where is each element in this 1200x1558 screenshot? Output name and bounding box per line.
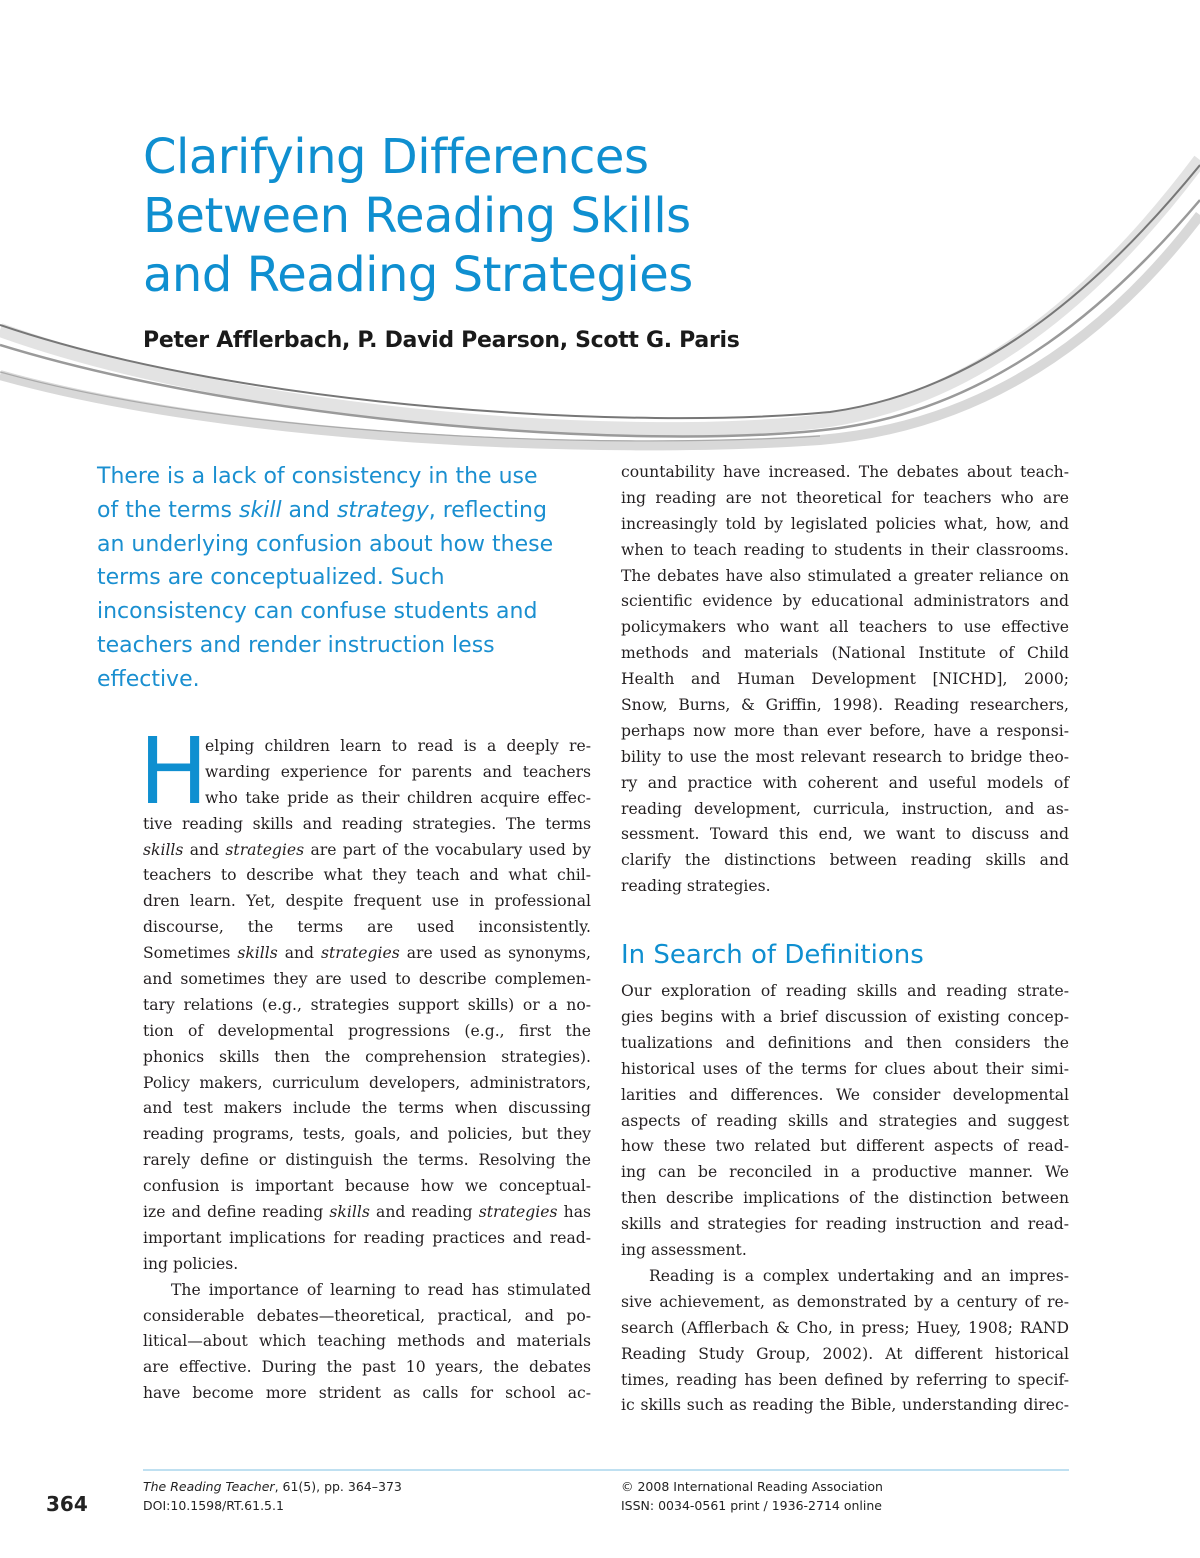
text-line: tive reading skills and reading strategies. The terms xyxy=(143,814,591,833)
text-line: The debates have also stimulated a greater reliance on xyxy=(621,566,1069,585)
text-line: are effective. During the past 10 years, the debates xyxy=(143,1358,591,1377)
paragraph xyxy=(621,979,1069,1264)
text-line: search (Afflerbach & Cho, in press; Huey, 1908; RAND xyxy=(621,1318,1069,1337)
text-line: who take pride as their children acquire effec- xyxy=(205,788,591,807)
text-line: Snow, Burns, & Griffin, 1998). Reading researchers, xyxy=(621,696,1069,715)
text-line: ing assessment. xyxy=(621,1241,747,1260)
article-title xyxy=(143,128,693,305)
italic-term: skills xyxy=(143,840,184,859)
text-line: gies begins with a brief discussion of existing concep- xyxy=(621,1008,1069,1027)
text-line: dren learn. Yet, despite frequent use in professional xyxy=(143,892,591,911)
text-line: and sometimes they are used to describe complemen- xyxy=(143,970,591,989)
text-line: countability have increased. The debates about teach- xyxy=(621,463,1069,481)
text-line: then describe implications of the distinction between xyxy=(621,1189,1069,1208)
italic-term: strategies xyxy=(478,1203,558,1222)
text-line: how these two related but different aspects of read- xyxy=(621,1137,1069,1156)
text-line: aspects of reading skills and strategies and suggest xyxy=(621,1111,1069,1130)
text-line: rarely define or distinguish the terms. Resolving the xyxy=(143,1151,591,1170)
text-line: ing can be reconciled in a productive manner. We xyxy=(621,1163,1069,1182)
text-line: scientific evidence by educational administrators and xyxy=(621,592,1069,611)
text-line: ing policies. xyxy=(143,1254,239,1273)
text-line: historical uses of the terms for clues about their simi- xyxy=(621,1059,1069,1078)
text-line: Reading Study Group, 2002). At different historical xyxy=(621,1344,1069,1363)
text-line: ry and practice with coherent and useful models of xyxy=(621,773,1069,792)
text-line: reading development, curricula, instruction, and as- xyxy=(621,799,1069,818)
text-line: Health and Human Development [NICHD], 2000; xyxy=(621,670,1069,689)
footer-citation xyxy=(143,1477,402,1515)
pull-quote-line: effective. xyxy=(97,666,200,692)
pull-quote xyxy=(97,460,577,697)
text-line: skills and strategies for reading instruction and read- xyxy=(621,1215,1069,1234)
text-line: confusion is important because how we conceptual- xyxy=(143,1177,591,1196)
pull-quote-line: an underlying confusion about how these xyxy=(97,531,554,557)
footer-publisher xyxy=(621,1477,883,1515)
italic-term: skills xyxy=(329,1203,370,1222)
text-line: tary relations (e.g., strategies support skills) or a no- xyxy=(143,995,591,1014)
text-line: when to teach reading to students in their classrooms. xyxy=(621,540,1069,559)
text-line: policymakers who want all teachers to use effective xyxy=(621,618,1069,637)
italic-term: skills xyxy=(237,944,278,963)
pull-quote-line: teachers and render instruction less xyxy=(97,632,495,658)
issn: ISSN: 0034-0561 print / 1936-2714 online xyxy=(621,1498,882,1513)
drop-cap: H xyxy=(139,718,209,825)
text-line: tion of developmental progressions (e.g., first the xyxy=(143,1021,591,1040)
text-line: elping children learn to read is a deeply re- xyxy=(205,737,591,755)
text-line: Our exploration of reading skills and reading strate- xyxy=(621,982,1069,1001)
italic-term: skill xyxy=(239,497,282,523)
text-line: teachers to describe what they teach and what chil- xyxy=(143,866,591,885)
paragraph xyxy=(621,1264,1069,1419)
paragraph xyxy=(143,1278,591,1407)
italic-term: strategies xyxy=(321,944,400,963)
copyright: © 2008 International Reading Association xyxy=(621,1479,883,1494)
pull-quote-line: terms are conceptualized. Such xyxy=(97,565,445,591)
text-line: warding experience for parents and teachers xyxy=(205,762,591,781)
title-line: Clarifying Differences xyxy=(143,129,649,185)
journal-name: The Reading Teacher xyxy=(143,1479,275,1494)
text-line: larities and differences. We consider developmental xyxy=(621,1085,1069,1104)
doi: DOI:10.1598/RT.61.5.1 xyxy=(143,1498,284,1513)
text-line: phonics skills then the comprehension strategies). xyxy=(143,1047,591,1066)
text-line: considerable debates—theoretical, practical, and po- xyxy=(143,1306,591,1325)
text-line: skills and strategies are part of the vocabulary used by xyxy=(143,840,591,859)
text-line: increasingly told by legislated policies what, how, and xyxy=(621,514,1069,533)
text-line: sive achievement, as demonstrated by a century of re- xyxy=(621,1292,1069,1311)
text-line: important implications for reading practices and read- xyxy=(143,1228,591,1247)
journal-citation: , 61(5), pp. 364–373 xyxy=(274,1479,402,1494)
article-authors: Peter Afflerbach, P. David Pearson, Scott G. Paris xyxy=(143,328,740,353)
section-heading: In Search of Definitions xyxy=(621,940,924,971)
paragraph xyxy=(621,460,1069,900)
title-line: and Reading Strategies xyxy=(143,247,693,303)
text-line: perhaps now more than ever before, have a responsi- xyxy=(621,721,1069,740)
page-number: 364 xyxy=(46,1492,88,1516)
text-line: times, reading has been defined by referring to specif- xyxy=(621,1370,1069,1389)
footer-divider xyxy=(143,1469,1069,1471)
right-column xyxy=(621,460,1069,1419)
text-line: clarify the distinctions between reading skills and xyxy=(621,851,1069,870)
text-line: ic skills such as reading the Bible, understanding direc- xyxy=(621,1396,1069,1415)
text-line: Policy makers, curriculum developers, administrators, xyxy=(143,1073,591,1092)
pull-quote-line: of the terms skill and strategy, reflecting xyxy=(97,497,547,523)
text-line: Reading is a complex undertaking and an impres- xyxy=(649,1266,1069,1285)
italic-term: strategies xyxy=(225,840,305,859)
text-line: tualizations and definitions and then considers the xyxy=(621,1033,1069,1052)
text-line: Sometimes skills and strategies are used as synonyms, xyxy=(143,944,591,963)
text-line: The importance of learning to read has stimulated xyxy=(171,1280,591,1299)
title-line: Between Reading Skills xyxy=(143,188,691,244)
text-line: ing reading are not theoretical for teachers who are xyxy=(621,488,1069,507)
text-line: discourse, the terms are used inconsistently. xyxy=(143,918,591,937)
italic-term: strategy xyxy=(336,497,429,523)
text-line: and test makers include the terms when discussing xyxy=(143,1099,591,1118)
pull-quote-line: There is a lack of consistency in the use xyxy=(97,464,538,489)
text-line: litical—about which teaching methods and materials xyxy=(143,1332,591,1351)
pull-quote-line: inconsistency can confuse students and xyxy=(97,599,538,625)
text-line: reading strategies. xyxy=(621,877,771,896)
text-line: have become more strident as calls for school ac- xyxy=(143,1384,591,1403)
paragraph xyxy=(139,718,591,1278)
text-line: bility to use the most relevant research to bridge theo- xyxy=(621,747,1069,766)
left-column xyxy=(139,718,591,1407)
text-line: reading programs, tests, goals, and policies, but they xyxy=(143,1125,591,1144)
text-line: sessment. Toward this end, we want to discuss and xyxy=(621,825,1069,844)
text-line: methods and materials (National Institute of Child xyxy=(621,644,1069,663)
text-line: ize and define reading skills and reading strategies has xyxy=(143,1203,591,1222)
